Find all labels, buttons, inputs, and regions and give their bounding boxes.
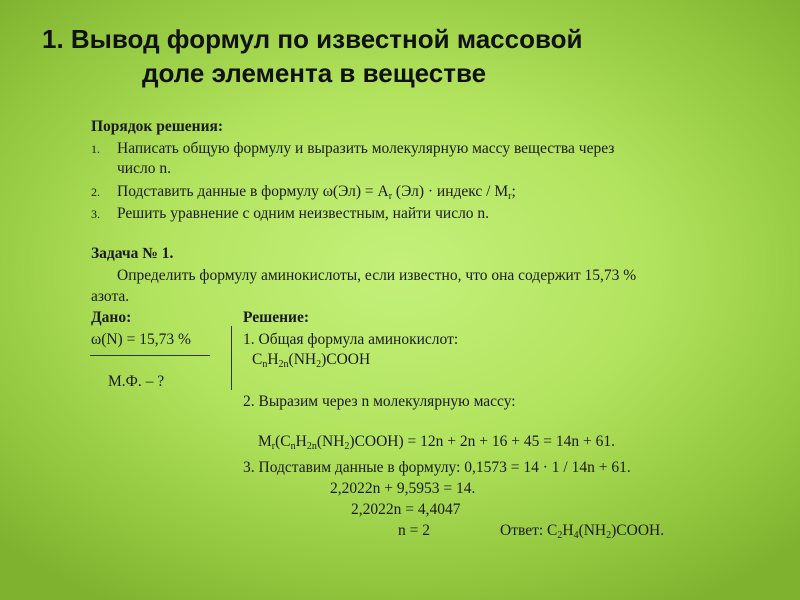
step-number: 3. (91, 207, 100, 221)
task-text-1 (117, 266, 737, 286)
formula-part: (NH (288, 351, 317, 368)
given-label: Дано: (91, 309, 132, 326)
procedure-step-3 (91, 204, 489, 224)
procedure-step-1 (91, 139, 737, 159)
equation-line-1: 2,2022n + 9,5953 = 14. (330, 480, 476, 497)
formula-sub: 2n (278, 359, 289, 370)
answer-part: )COOH. (611, 522, 665, 539)
equation-line-3: n = 2 (398, 522, 430, 539)
answer-part: H (562, 522, 574, 539)
formula-sub: n (262, 359, 268, 370)
given-value: ω(N) = 15,73 % (91, 331, 191, 348)
formula-part: (C (275, 433, 291, 450)
formula-sub: 2n (306, 441, 317, 452)
answer-sub: 4 (573, 530, 579, 541)
step-text-tail: (Эл) · индекс / M (392, 183, 509, 200)
solution-step-2: 2. Выразим через n молекулярную массу: (243, 393, 516, 410)
given-solution-separator (231, 326, 232, 390)
formula-sub: n (290, 441, 296, 452)
formula-part: )COOH (321, 351, 371, 368)
answer-part: (NH (578, 522, 607, 539)
task-text-2: азота. (91, 288, 130, 305)
answer-sub: 2 (606, 530, 612, 541)
step-number: 2. (91, 185, 100, 199)
mass-equation (258, 432, 615, 452)
step-text: Написать общую формулу и выразить молекулярную массу вещества через (117, 140, 615, 157)
formula-part: H (267, 351, 279, 368)
solution-label: Решение: (243, 309, 310, 326)
answer-sub: 2 (557, 530, 563, 541)
answer (500, 521, 664, 541)
procedure-heading: Порядок решения: (91, 118, 224, 135)
title-line-2: доле элемента в веществе (142, 58, 487, 88)
formula-part: )COOH) = 12n + 2n + 16 + 45 = 14n + 61. (349, 433, 615, 450)
task-heading: Задача № 1. (91, 245, 174, 262)
step-text: Решить уравнение с одним неизвестным, найти число n. (117, 205, 490, 222)
formula-sub: r (271, 441, 276, 452)
procedure-step-2 (91, 182, 516, 202)
equation-line-2: 2,2022n = 4,4047 (351, 501, 461, 518)
solution-step-1: 1. Общая формула аминокислот: (243, 331, 459, 348)
formula-sub: 2 (316, 359, 322, 370)
task-text: Определить формулу аминокислоты, если известно, что она содержит 15,73 % (117, 267, 637, 284)
formula-part: H (295, 433, 307, 450)
solution-step-3: 3. Подставим данные в формулу: 0,1573 = 14 · 1 / 14n + 61. (243, 459, 631, 476)
step-sub: r (508, 191, 512, 202)
procedure-step-1-cont: число n. (117, 160, 171, 177)
formula-part: M (258, 433, 272, 450)
given-divider (90, 355, 210, 356)
step-sub: r (388, 191, 393, 202)
formula-part: (NH (316, 433, 345, 450)
formula-sub: 2 (344, 441, 350, 452)
find-value: М.Ф. – ? (108, 373, 165, 390)
general-formula (252, 350, 370, 370)
step-end: ; (511, 183, 516, 200)
answer-part: Ответ: C (500, 522, 558, 539)
step-number: 1. (91, 142, 100, 156)
title-line-1: 1. Вывод формул по известной массовой (42, 24, 583, 54)
step-text: Подставить данные в формулу ω(Эл) = A (117, 183, 389, 200)
formula-part: C (252, 351, 263, 368)
